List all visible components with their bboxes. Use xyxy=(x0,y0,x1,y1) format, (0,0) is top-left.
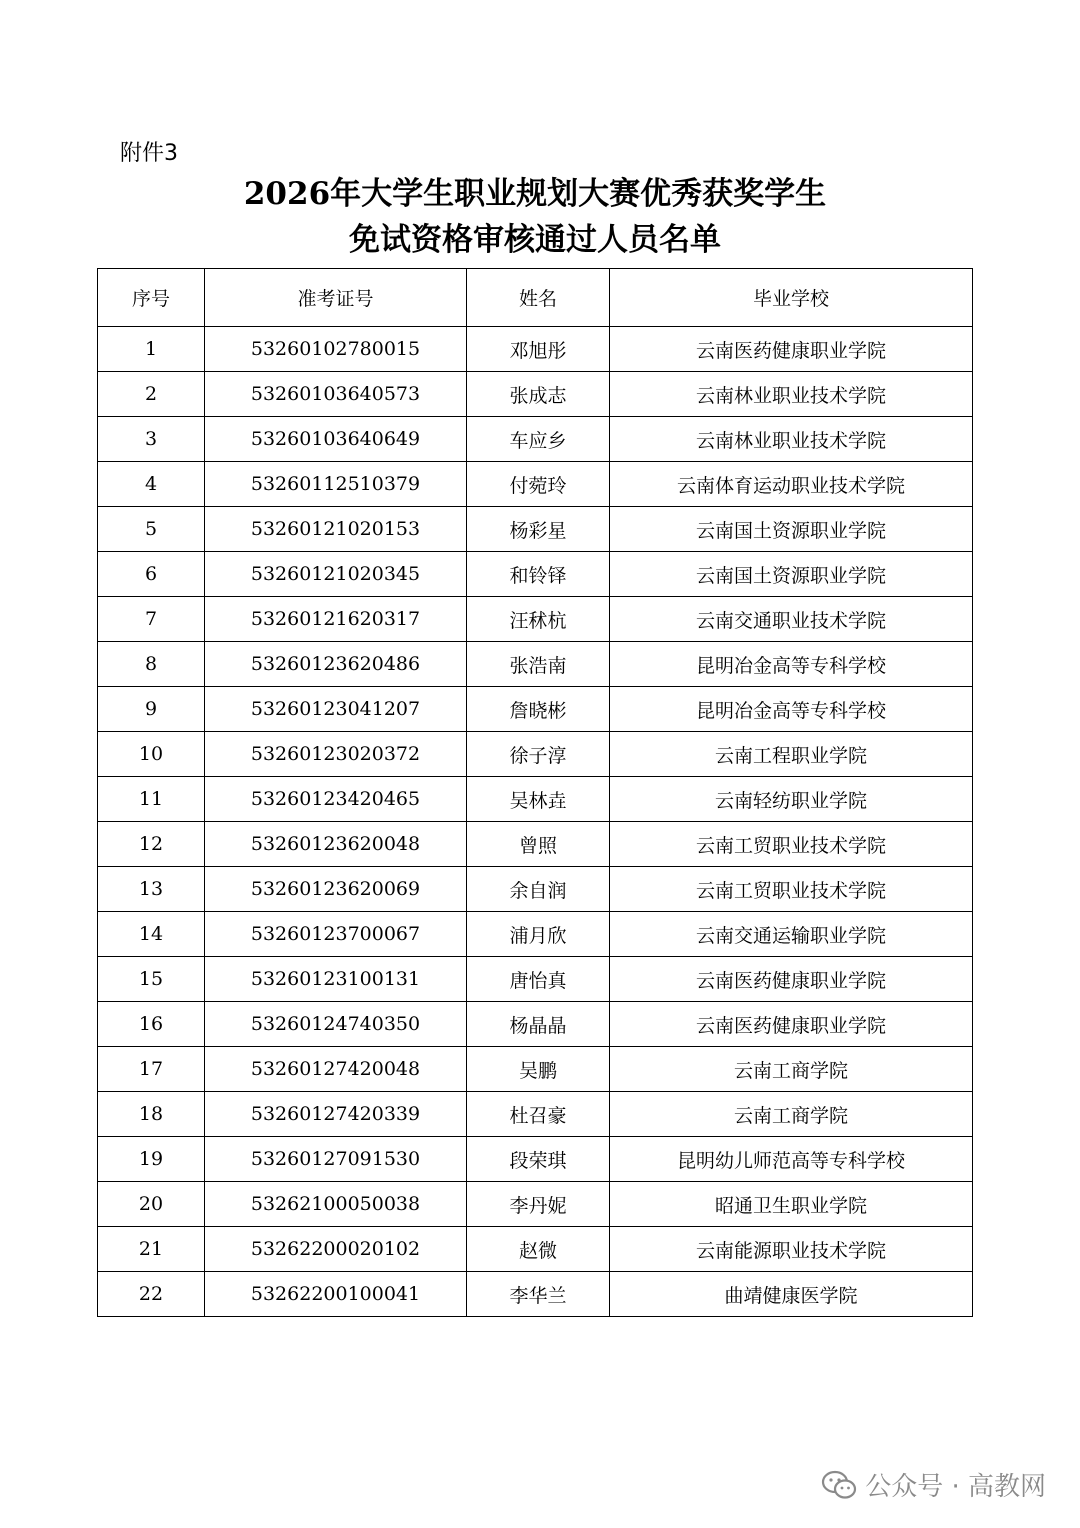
table-row xyxy=(98,867,973,912)
cell-exam-id: 53260102780015 xyxy=(205,327,467,372)
cell-exam-id: 53260127091530 xyxy=(205,1137,467,1182)
table-row xyxy=(98,1092,973,1137)
roster-table xyxy=(97,268,973,1317)
cell-school: 昆明冶金高等专科学校 xyxy=(610,642,973,687)
cell-name: 唐怡真 xyxy=(467,957,610,1002)
cell-school: 云南交通运输职业学院 xyxy=(610,912,973,957)
cell-exam-id: 53260123620486 xyxy=(205,642,467,687)
cell-name: 汪秫杭 xyxy=(467,597,610,642)
header-exam-id: 准考证号 xyxy=(205,269,467,327)
cell-name: 李丹妮 xyxy=(467,1182,610,1227)
cell-school: 昆明冶金高等专科学校 xyxy=(610,687,973,732)
cell-school: 云南交通职业技术学院 xyxy=(610,597,973,642)
cell-name: 张浩南 xyxy=(467,642,610,687)
cell-index: 8 xyxy=(98,642,205,687)
cell-name: 余自润 xyxy=(467,867,610,912)
header-index: 序号 xyxy=(98,269,205,327)
cell-school: 云南国土资源职业学院 xyxy=(610,507,973,552)
cell-exam-id: 53260123620048 xyxy=(205,822,467,867)
cell-school: 云南工程职业学院 xyxy=(610,732,973,777)
table-row xyxy=(98,1182,973,1227)
cell-school: 云南医药健康职业学院 xyxy=(610,327,973,372)
wechat-icon xyxy=(821,1470,857,1500)
cell-index: 10 xyxy=(98,732,205,777)
cell-name: 赵微 xyxy=(467,1227,610,1272)
cell-school: 云南国土资源职业学院 xyxy=(610,552,973,597)
cell-school: 云南工贸职业技术学院 xyxy=(610,867,973,912)
cell-index: 9 xyxy=(98,687,205,732)
cell-school: 曲靖健康医学院 xyxy=(610,1272,973,1317)
table-row xyxy=(98,462,973,507)
cell-name: 詹晓彬 xyxy=(467,687,610,732)
cell-exam-id: 53260127420048 xyxy=(205,1047,467,1092)
cell-index: 1 xyxy=(98,327,205,372)
cell-exam-id: 53260121620317 xyxy=(205,597,467,642)
cell-index: 14 xyxy=(98,912,205,957)
cell-exam-id: 53260123041207 xyxy=(205,687,467,732)
table-row xyxy=(98,822,973,867)
cell-name: 浦月欣 xyxy=(467,912,610,957)
cell-name: 杨彩星 xyxy=(467,507,610,552)
table-header-row xyxy=(98,269,973,327)
cell-index: 7 xyxy=(98,597,205,642)
table-row xyxy=(98,777,973,822)
attachment-label: 附件3 xyxy=(120,141,178,166)
table-row xyxy=(98,552,973,597)
cell-exam-id: 53262200020102 xyxy=(205,1227,467,1272)
cell-school: 云南林业职业技术学院 xyxy=(610,417,973,462)
cell-index: 21 xyxy=(98,1227,205,1272)
cell-exam-id: 53260123700067 xyxy=(205,912,467,957)
cell-school: 昆明幼儿师范高等专科学校 xyxy=(610,1137,973,1182)
watermark-text: 公众号 · 高教网 xyxy=(865,1472,1046,1502)
cell-school: 云南轻纺职业学院 xyxy=(610,777,973,822)
cell-index: 12 xyxy=(98,822,205,867)
cell-name: 邓旭彤 xyxy=(467,327,610,372)
cell-exam-id: 53262200100041 xyxy=(205,1272,467,1317)
cell-exam-id: 53260127420339 xyxy=(205,1092,467,1137)
cell-exam-id: 53260124740350 xyxy=(205,1002,467,1047)
cell-index: 13 xyxy=(98,867,205,912)
cell-name: 付菀玲 xyxy=(467,462,610,507)
cell-index: 20 xyxy=(98,1182,205,1227)
cell-school: 云南工商学院 xyxy=(610,1047,973,1092)
cell-index: 11 xyxy=(98,777,205,822)
table-row xyxy=(98,1137,973,1182)
cell-exam-id: 53262100050038 xyxy=(205,1182,467,1227)
header-school: 毕业学校 xyxy=(610,269,973,327)
cell-index: 6 xyxy=(98,552,205,597)
cell-exam-id: 53260121020153 xyxy=(205,507,467,552)
table-row xyxy=(98,1272,973,1317)
cell-name: 徐子淳 xyxy=(467,732,610,777)
cell-school: 云南林业职业技术学院 xyxy=(610,372,973,417)
cell-index: 2 xyxy=(98,372,205,417)
table-row xyxy=(98,1227,973,1272)
table-row xyxy=(98,597,973,642)
cell-name: 曾照 xyxy=(467,822,610,867)
table-row xyxy=(98,417,973,462)
cell-index: 15 xyxy=(98,957,205,1002)
table-row xyxy=(98,327,973,372)
table-row xyxy=(98,642,973,687)
table-row xyxy=(98,372,973,417)
header-name: 姓名 xyxy=(467,269,610,327)
cell-name: 杨晶晶 xyxy=(467,1002,610,1047)
table-row xyxy=(98,687,973,732)
table-row xyxy=(98,732,973,777)
cell-index: 3 xyxy=(98,417,205,462)
cell-name: 杜召豪 xyxy=(467,1092,610,1137)
cell-index: 17 xyxy=(98,1047,205,1092)
cell-exam-id: 53260103640649 xyxy=(205,417,467,462)
cell-name: 吴林垚 xyxy=(467,777,610,822)
table-row xyxy=(98,1047,973,1092)
cell-exam-id: 53260123420465 xyxy=(205,777,467,822)
cell-school: 云南医药健康职业学院 xyxy=(610,957,973,1002)
cell-exam-id: 53260123020372 xyxy=(205,732,467,777)
cell-index: 4 xyxy=(98,462,205,507)
table-row xyxy=(98,1002,973,1047)
cell-index: 18 xyxy=(98,1092,205,1137)
table-row xyxy=(98,957,973,1002)
cell-school: 云南工商学院 xyxy=(610,1092,973,1137)
cell-exam-id: 53260112510379 xyxy=(205,462,467,507)
table-row xyxy=(98,507,973,552)
cell-name: 和铃铎 xyxy=(467,552,610,597)
cell-name: 段荣琪 xyxy=(467,1137,610,1182)
cell-name: 车应乡 xyxy=(467,417,610,462)
cell-school: 昭通卫生职业学院 xyxy=(610,1182,973,1227)
document-title-line1: 2026年大学生职业规划大赛优秀获奖学生 xyxy=(243,176,827,212)
cell-name: 李华兰 xyxy=(467,1272,610,1317)
watermark xyxy=(821,1466,1046,1503)
cell-school: 云南工贸职业技术学院 xyxy=(610,822,973,867)
cell-index: 5 xyxy=(98,507,205,552)
cell-school: 云南体育运动职业技术学院 xyxy=(610,462,973,507)
cell-name: 张成志 xyxy=(467,372,610,417)
cell-exam-id: 53260123620069 xyxy=(205,867,467,912)
table-body xyxy=(98,327,973,1317)
cell-index: 16 xyxy=(98,1002,205,1047)
cell-school: 云南医药健康职业学院 xyxy=(610,1002,973,1047)
cell-index: 22 xyxy=(98,1272,205,1317)
cell-index: 19 xyxy=(98,1137,205,1182)
cell-exam-id: 53260103640573 xyxy=(205,372,467,417)
document-title-line2: 免试资格审核通过人员名单 xyxy=(349,222,721,258)
cell-school: 云南能源职业技术学院 xyxy=(610,1227,973,1272)
cell-name: 吴鹏 xyxy=(467,1047,610,1092)
table-row xyxy=(98,912,973,957)
cell-exam-id: 53260123100131 xyxy=(205,957,467,1002)
cell-exam-id: 53260121020345 xyxy=(205,552,467,597)
